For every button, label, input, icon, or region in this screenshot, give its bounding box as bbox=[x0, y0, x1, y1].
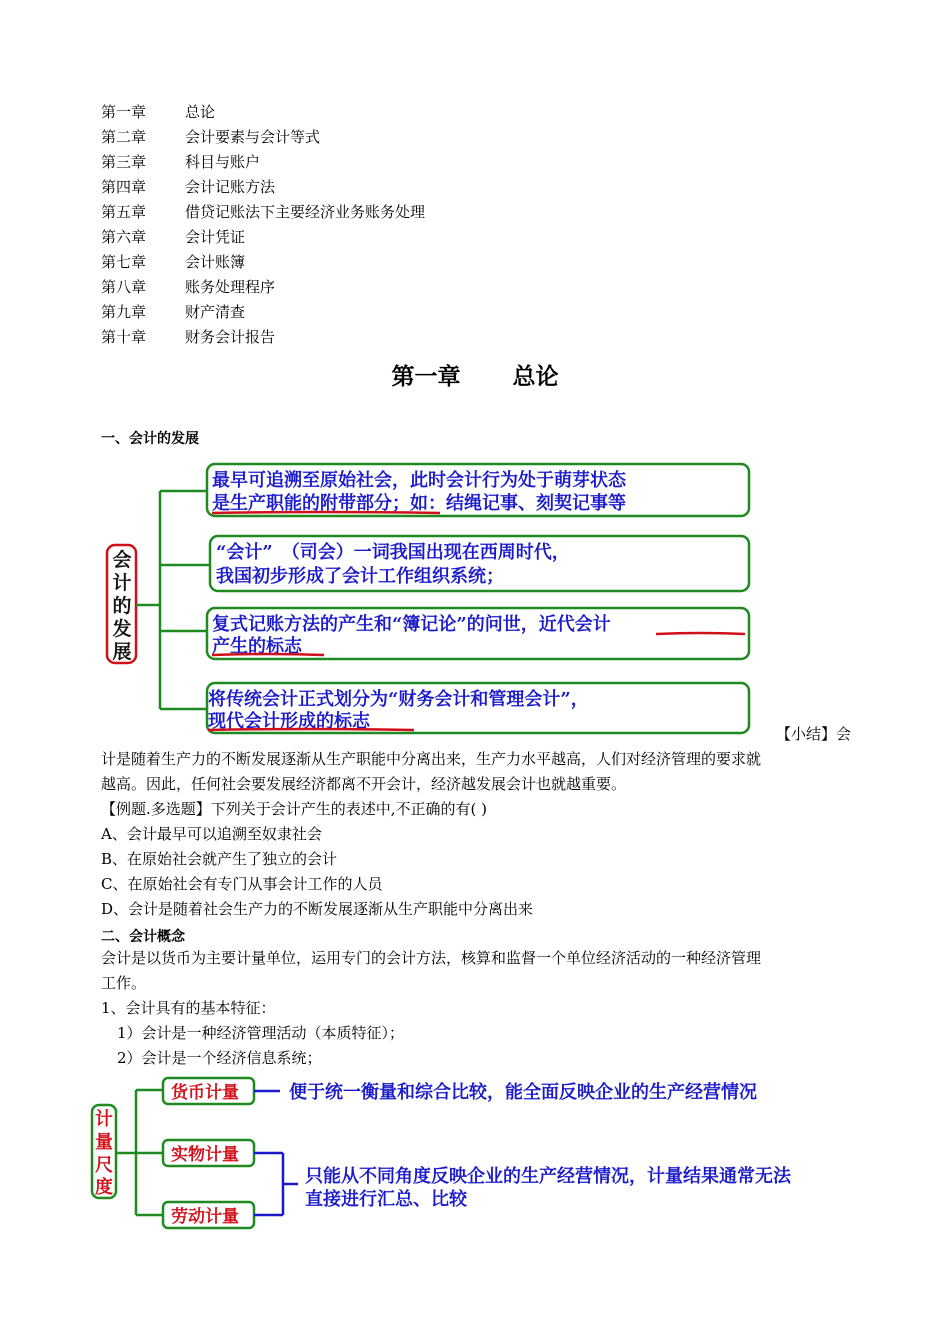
toc-item[interactable]: 第一章 总论 bbox=[101, 103, 216, 121]
example-question: 【例题.多选题】下列关于会计产生的表述中,不正确的有( ) bbox=[101, 800, 488, 818]
item-physical-box bbox=[163, 1140, 254, 1166]
option-b: B、在原始社会就产生了独立的会计 bbox=[101, 850, 338, 868]
svg-text:现代会计形成的标志: 现代会计形成的标志 bbox=[208, 711, 370, 732]
toc-item[interactable]: 第三章 科目与账户 bbox=[101, 153, 261, 171]
option-d: D、会计是随着社会生产力的不断发展逐渐从生产职能中分离出来 bbox=[101, 900, 534, 918]
section-heading-development: 一、会计的发展 bbox=[101, 431, 199, 447]
svg-text:发: 发 bbox=[112, 618, 132, 640]
svg-text:会: 会 bbox=[112, 549, 132, 571]
option-c: C、在原始社会有专门从事会计工作的人员 bbox=[101, 875, 383, 893]
svg-text:产生的标志: 产生的标志 bbox=[212, 636, 302, 657]
svg-text:计: 计 bbox=[112, 572, 132, 594]
toc-item[interactable]: 第十章 财务会计报告 bbox=[101, 328, 276, 346]
red-underlines bbox=[208, 512, 745, 730]
svg-text:是生产职能的附带部分；如：结绳记事、刻契记事等: 是生产职能的附带部分；如：结绳记事、刻契记事等 bbox=[212, 493, 626, 514]
table-of-contents bbox=[101, 100, 425, 350]
measure-brackets bbox=[254, 1091, 298, 1215]
toc-item[interactable]: 第四章 会计记账方法 bbox=[101, 178, 276, 196]
measure-root-label bbox=[95, 1108, 113, 1198]
item-currency-box bbox=[163, 1078, 254, 1104]
tree-connectors bbox=[136, 491, 210, 709]
svg-text:计: 计 bbox=[95, 1109, 113, 1130]
svg-text:度: 度 bbox=[95, 1177, 113, 1198]
desc-physical-labor-1: 只能从不同角度反映企业的生产经营情况，计量结果通常无法 bbox=[305, 1166, 791, 1187]
feature-item: 2）会计是一个经济信息系统； bbox=[117, 1049, 322, 1067]
item-labor-box bbox=[163, 1202, 254, 1228]
svg-text:“会计” （司会）一词我国出现在西周时代，: “会计” （司会）一词我国出现在西周时代， bbox=[216, 542, 570, 563]
svg-text:尺: 尺 bbox=[95, 1155, 113, 1176]
summary-text: 计是随着生产力的不断发展逐渐从生产职能中分离出来，生产力水平越高，人们对经济管理的要求就 越高。因此，任何社会要发展经济都离不开会计，经济越发展会计也就越重要。 【例题.多选题】下列关于会计产生的表述中,不正确的有( ) A、会计最早可以追溯至奴隶社会 B、在原始社会就产生了独立的会计 C、在原始社会有专门从事会计工作的人员 D、会计是随着社会生产力的不断发展逐渐从生产职能中分离出来 bbox=[101, 747, 853, 922]
summary-label: 【小结】会 bbox=[775, 725, 851, 743]
toc-item[interactable]: 第六章 会计凭证 bbox=[101, 228, 246, 246]
measure-root-box bbox=[92, 1105, 116, 1198]
option-a: A、会计最早可以追溯至奴隶社会 bbox=[101, 825, 322, 843]
toc-item[interactable]: 第五章 借贷记账法下主要经济业务账务处理 bbox=[101, 203, 426, 221]
toc-item[interactable]: 第八章 账务处理程序 bbox=[101, 278, 276, 296]
measure-connectors bbox=[116, 1078, 254, 1228]
root-box bbox=[107, 545, 136, 663]
section-heading-concept: 二、会计概念 bbox=[101, 929, 185, 945]
desc-physical-labor-2: 直接进行汇总、比较 bbox=[305, 1189, 467, 1210]
svg-text:量: 量 bbox=[95, 1132, 113, 1153]
feature-heading: 1、会计具有的基本特征： bbox=[101, 999, 276, 1017]
svg-text:最早可追溯至原始社会，此时会计行为处于萌芽状态: 最早可追溯至原始社会，此时会计行为处于萌芽状态 bbox=[212, 470, 626, 491]
svg-text:的: 的 bbox=[112, 595, 132, 617]
chapter-title bbox=[0, 358, 950, 391]
chapter-number: 第一章 bbox=[391, 364, 461, 390]
root-label bbox=[112, 548, 131, 663]
box-primitive-society bbox=[207, 464, 749, 516]
desc-currency: 便于统一衡量和综合比较，能全面反映企业的生产经营情况 bbox=[289, 1082, 757, 1103]
svg-text:将传统会计正式划分为“财务会计和管理会计”，: 将传统会计正式划分为“财务会计和管理会计”， bbox=[208, 689, 589, 710]
toc-item[interactable]: 第九章 财产清查 bbox=[101, 303, 246, 321]
chapter-name: 总论 bbox=[512, 364, 559, 390]
item-physical: 实物计量 bbox=[171, 1145, 239, 1165]
toc-item[interactable]: 第二章 会计要素与会计等式 bbox=[101, 128, 321, 146]
svg-text:复式记账方法的产生和“簿记论”的问世，近代会计: 复式记账方法的产生和“簿记论”的问世，近代会计 bbox=[212, 614, 611, 635]
concept-definition: 会计是以货币为主要计量单位，运用专门的会计方法，核算和监督一个单位经济活动的一种经济管理 工作。 1、会计具有的基本特征： 1）会计是一种经济管理活动（本质特征）； 2）会计是一个经济信息系统； bbox=[101, 946, 853, 1071]
feature-item: 1）会计是一种经济管理活动（本质特征）； bbox=[117, 1024, 405, 1042]
toc-item[interactable]: 第七章 会计账簿 bbox=[101, 253, 246, 271]
box-modern-accounting bbox=[207, 608, 749, 659]
item-labor: 劳动计量 bbox=[171, 1207, 239, 1227]
item-currency: 货币计量 bbox=[171, 1083, 239, 1103]
svg-text:展: 展 bbox=[112, 641, 132, 663]
svg-text:我国初步形成了会计工作组织系统；: 我国初步形成了会计工作组织系统； bbox=[216, 566, 504, 587]
box-western-zhou bbox=[210, 536, 749, 591]
